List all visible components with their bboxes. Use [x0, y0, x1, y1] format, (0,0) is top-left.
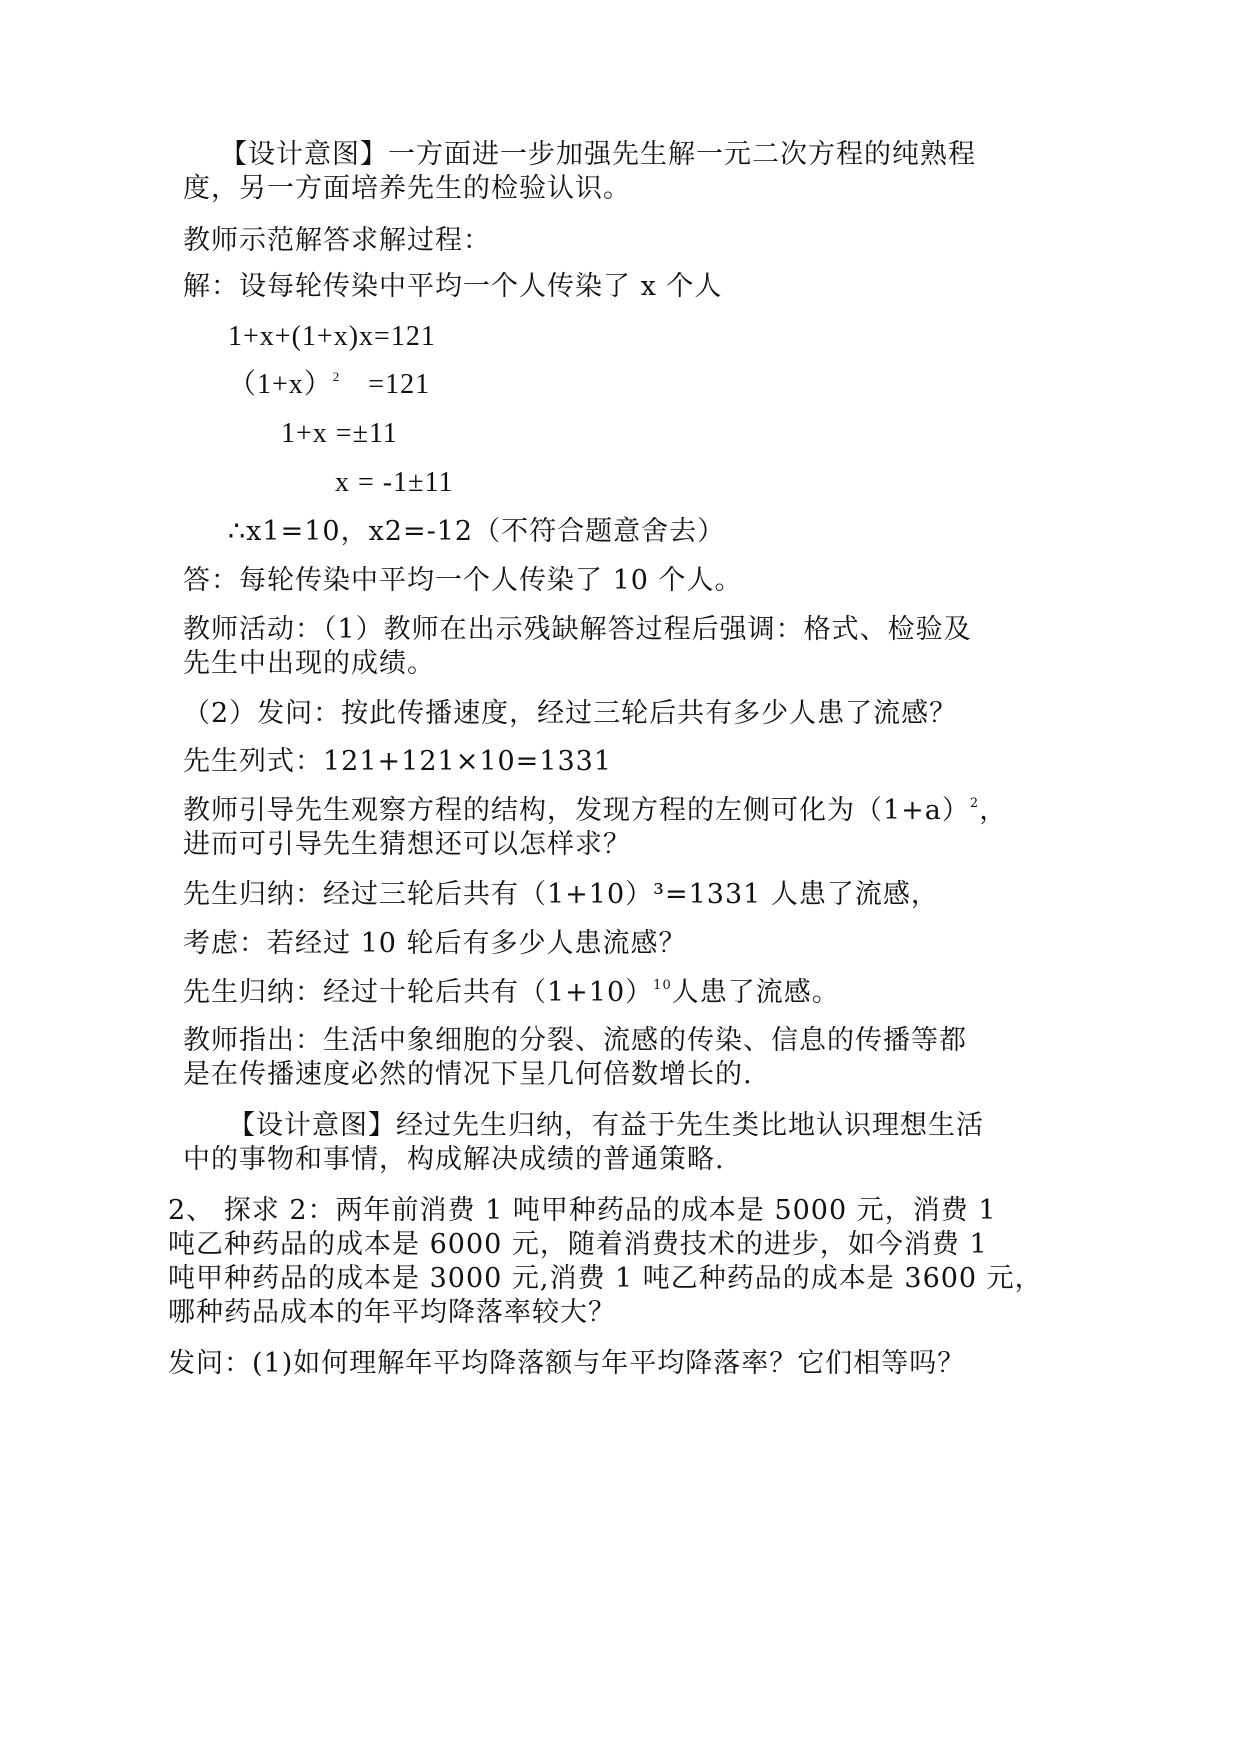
think-question: 考虑：若经过 10 轮后有多少人患流感？	[183, 928, 687, 959]
equation-2-base: （1+x）	[228, 369, 333, 400]
teacher-guide-line1	[183, 794, 1007, 828]
teacher-activity-line2: 先生中出现的成绩。	[183, 648, 435, 679]
teacher-point-line2: 是在传播速度必然的情况下呈几何倍数增长的.	[183, 1059, 753, 1090]
equation-2-exponent: 2	[332, 369, 341, 384]
question-2: （2）发问：按此传播速度，经过三轮后共有多少人患了流感？	[183, 698, 958, 729]
explore-2-line2: 吨乙种药品的成本是 6000 元，随着消费技术的进步，如今消费 1	[168, 1229, 988, 1260]
teacher-guide-line2: 进而可引导先生猜想还可以怎样求？	[183, 829, 631, 860]
student-summary-1: 先生归纳：经过三轮后共有（1+10）³=1331 人患了流感，	[183, 879, 939, 910]
equation-2-rest: =121	[368, 369, 431, 400]
design-intent-2-line1: 【设计意图】经过先生归纳，有益于先生类比地认识理想生活	[228, 1110, 984, 1141]
teacher-guide-text: 教师引导先生观察方程的结构，发现方程的左侧可化为（1+a）	[183, 795, 970, 826]
equation-3: 1+x =±11	[281, 418, 398, 449]
student-summary-2	[183, 976, 840, 1010]
student-summary-2-rest: 人患了流感。	[671, 977, 840, 1008]
teacher-guide-exponent: 2	[969, 796, 980, 811]
equation-4: x = -1±11	[335, 467, 454, 498]
design-intent-1-line2: 度，另一方面培养先生的检验认识。	[183, 173, 631, 204]
equation-1: 1+x+(1+x)x=121	[228, 321, 436, 352]
teacher-activity-line1: 教师活动：（1）教师在出示残缺解答过程后强调：格式、检验及	[183, 614, 972, 645]
student-summary-2-text: 先生归纳：经过十轮后共有（1+10）	[183, 977, 654, 1008]
design-intent-1-line1: 【设计意图】一方面进一步加强先生解一元二次方程的纯熟程	[220, 139, 976, 170]
explore-2-line3: 吨甲种药品的成本是 3000 元,消费 1 吨乙种药品的成本是 3600 元，	[168, 1263, 1043, 1294]
design-intent-2-line2: 中的事物和事情，构成解决成绩的普通策略.	[183, 1144, 725, 1175]
student-summary-2-exponent: 10	[653, 978, 672, 993]
solution-intro: 解：设每轮传染中平均一个人传染了 x 个人	[183, 271, 723, 302]
equation-5: ∴x1=10，x2=-12（不符合题意舍去）	[228, 516, 726, 547]
teacher-point-line1: 教师指出：生活中象细胞的分裂、流感的传染、信息的传播等都	[183, 1025, 967, 1056]
student-list: 先生列式：121+121×10=1331	[183, 746, 613, 777]
answer-line: 答：每轮传染中平均一个人传染了 10 个人。	[183, 565, 743, 596]
teacher-demo-heading: 教师示范解答求解过程：	[183, 225, 491, 256]
explore-2-line1: 2、 探求 2：两年前消费 1 吨甲种药品的成本是 5000 元，消费 1	[168, 1195, 997, 1226]
teacher-guide-comma: ，	[979, 795, 1008, 826]
explore-2-line4: 哪种药品成本的年平均降落率较大？	[168, 1297, 616, 1328]
question-3: 发问：(1)如何理解年平均降落额与年平均降落率？它们相等吗？	[168, 1348, 966, 1379]
equation-2	[228, 368, 430, 402]
